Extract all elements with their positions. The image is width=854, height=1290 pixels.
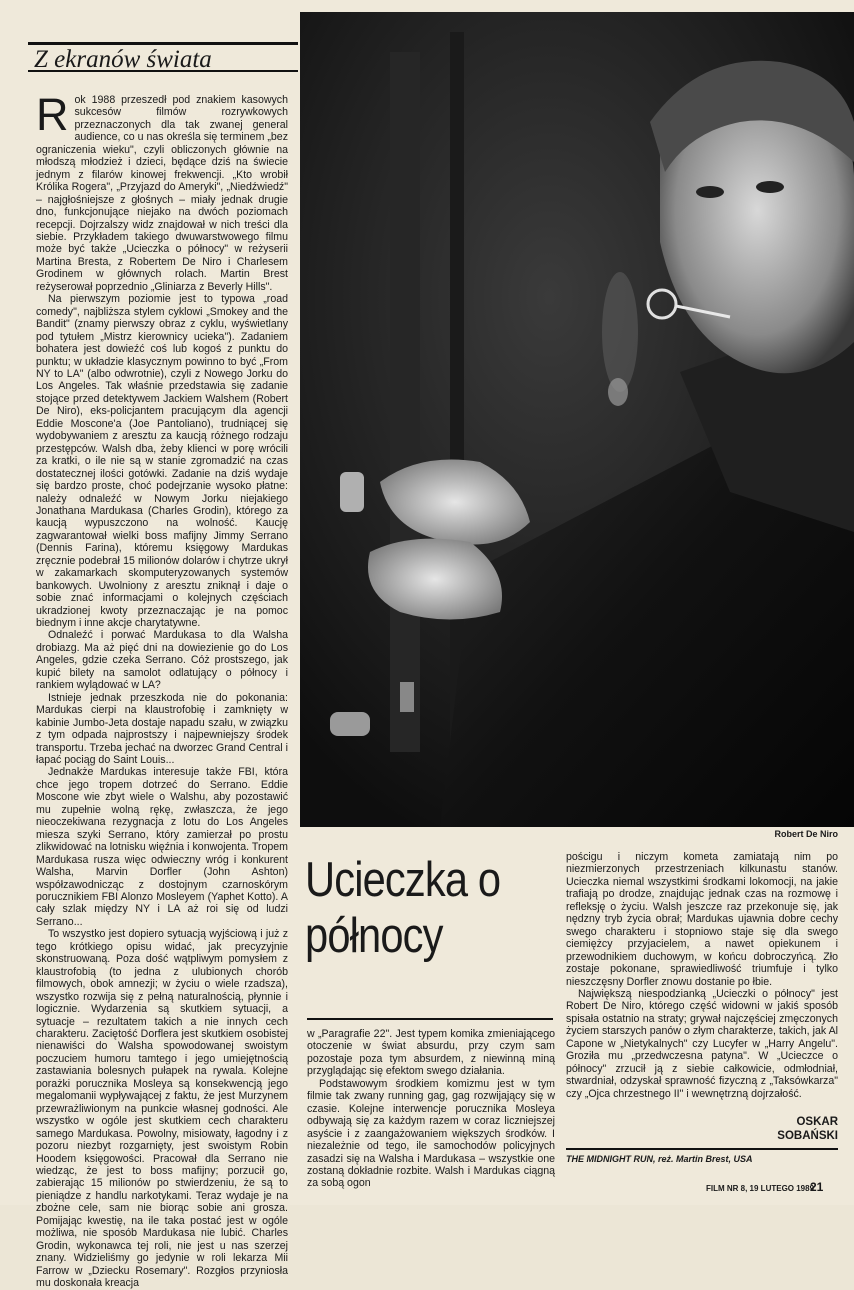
- middle-paragraph-2: Podstawowym środkiem komizmu jest w tym filmie tak zwany running gag, gag rozwijający się w czasie. Kolejne interwencje porucznika Mosleya odbywają się za każdym razem w coraz liczniejszej asyście i z zaangażowaniem większych środków. I niezależnie od tego, ile samochodów policyjnych zasadzi się na Walsha i Mardukasa – wszystkie one zostaną dokładnie rozbite. Walsh i Mardukas ciągną za sobą ogon: [307, 1077, 555, 1190]
- section-title: Z ekranów świata: [28, 42, 298, 72]
- headline: Ucieczka o północy: [305, 853, 501, 963]
- middle-column: [307, 1028, 555, 1190]
- credit-rule: [566, 1148, 838, 1150]
- photo-illustration: [300, 12, 854, 827]
- paragraph-3: Odnaleźć i porwać Mardukasa to dla Walsha drobiazg. Ma aż pięć dni na dowiezienie go do Los Angeles, gdzie czeka Serrano. Cóż prostszego, jak kupić bilety na samolot odlatujący o północy i rankiem wylądować w LA?: [36, 629, 288, 692]
- photo-caption: Robert De Niro: [774, 829, 838, 839]
- author-last-name: SOBAŃSKI: [777, 1130, 838, 1142]
- drop-cap: R: [36, 89, 69, 140]
- paragraph-2: Na pierwszym poziomie jest to typowa „road comedy", najbliższa stylem cyklowi „Smokey and the Bandit" (znamy pierwszy obraz z cyklu, wyświetlany pod tytułem „Mistrz kierownicy ucieka"). Zadaniem bohatera jest dowieźć coś lub kogoś z punktu do punktu; w układzie klasycznym powinno to być „From NY to LA" (albo odwrotnie), czyli z Nowego Jorku do Los Angeles. Tak właśnie przedstawia się zadanie stojące przed detektywem Jackiem Walshem (Robert De Niro), eks-policjantem pracującym dla agencji Eddie Moscone'a (Joe Pantoliano), trudniącej się wydobywaniem z aresztu za kaucją różnego rodzaju przestępców. Walsh dba, żeby klienci w porę wrócili za kratki, o ile nie są w stanie zgromadzić na czas dostatecznej ilości gotówki. Zadanie na dziś wydaje się bardzo proste, choć podejrzanie wysoko płatne: należy odnaleźć w Nowym Jorku niejakiego Jonathana Mardukasa (Charles Grodin), którego za kaucją wypuszczono na wolność. Kaucję zagwarantował wielki boss mafijny Jimmy Serrano (Dennis Farina), któremu księgowy Mardukas zręcznie podebrał 15 milionów dolarów i chytrze ukrył w zakamarkach skomputeryzowanych systemów bankowych. Uwolniony z aresztu zniknął i daje o sobie znać informacjami o kolejnych częściach ukradzionej kwoty przeznaczając je na pomoc biednym i inne akcje charytatywne.: [36, 293, 288, 630]
- film-credit: THE MIDNIGHT RUN, reż. Martin Brest, USA: [566, 1154, 753, 1164]
- right-column: [566, 851, 838, 1113]
- issue-footer: FILM NR 8, 19 LUTEGO 1989: [706, 1184, 815, 1193]
- paragraph-1: Rok 1988 przeszedł pod znakiem kasowych sukcesów filmów rozrywkowych przeznaczonych dla tak zwanej general audience, co u nas określa się terminem „bez ograniczenia wieku", czyli obliczonych głównie na młodszą młodzież i dzieci, będące dziś na świecie jednym z filarów kinowej frekwencji. „Kto wrobił Królika Rogera", „Przyjazd do Ameryki", „Niedźwiedź" – najgłośniejsze z głośnych – miały jednak drugie dno, funkcjonujące niejako na dwóch poziomach recepcji. Dojrzalszy widz znajdował w nich treści dla siebie. Przykładem takiego dwuwarstwowego filmu może być także „Ucieczka o północy" w reżyserii Martina Bresta, z Robertem De Niro i Charlesem Grodinem w głównych rolach. Martin Brest reżyserował poprzednio „Gliniarza z Beverly Hills".: [36, 89, 288, 293]
- middle-paragraph-1: w „Paragrafie 22". Jest typem komika zmieniającego otoczenie w świat absurdu, przy czym sam pozostaje poza tym absurdem, z niewinną miną przyglądając się efektom swego działania.: [307, 1028, 555, 1078]
- author-first-name: OSKAR: [796, 1116, 838, 1128]
- page-number: 21: [810, 1180, 824, 1194]
- left-column: [36, 89, 288, 1290]
- paragraph-6: To wszystko jest dopiero sytuacją wyjściową i już z tego krótkiego opisu widać, jak precyzyjnie skonstruowaną. Poza dość wątpliwym pomysłem z klaustrofobią (to jedna z ulubionych chorób filmowych, obok amnezji; w życiu o wiele rzadsza), wszystko rozwija się z pełną naturalnością, płynnie i logicznie. Wydarzenia są skutkiem sytuacji, a sytuacje – rezultatem takich a nie innych cech charakteru. Zaciętość Dorflera jest skutkiem osobistej nienawiści do Walsha spowodowanej swoistym poczuciem humoru tamtego i jego umiejętnością zastawiania bolesnych pułapek na rywala. Kolejne porażki porucznika Mosleya są konsekwencją jego megalomanii wypływającej z faktu, że jest Murzynem przewrażliwionym na punkcie własnej godności. Ale wszystko w ogóle jest skutkiem cech charakteru samego Mardukasa. Powolny, misiowaty, łagodny i z pozoru niezbyt rozgarnięty, jest swoistym Robin Hoodem księgowości. Pracował dla Serrano nie wiedząc, że jest to boss mafijny; porzucił go, zabierając 15 milionów po stwierdzeniu, że są to pieniądze z handlu narkotykami. Teraz wydaje je na zbożne cele, sam nie biorąc sobie ani grosza. Pomijając kwestię, na ile taka postać jest w ogóle możliwa, nie sposób Mardukasa nie lubić. Charles Grodin, wykonawca tej roli, nie jest u nas szerzej znany. Widzieliśmy go jedynie w roli lekarza Mii Farrow w „Dziecku Rosemary". Rozgłos przyniosła mu doskonała kreacja: [36, 928, 288, 1290]
- author-signature: [700, 1115, 838, 1143]
- paragraph-5: Jednakże Mardukas interesuje także FBI, która chce jego tropem dotrzeć do Serrano. Eddie Moscone wie zbyt wiele o Walshu, aby pozostawić mu zupełnie wolną rękę, zwłaszcza, że jego nieoczekiwana rezygnacja z lotu do Los Angeles miesza szyki Serrano, który zamierzał po prostu zlikwidować na lotnisku więźnia i konwojenta. Tropem Mardukasa rusza więc odwieczny wróg i konkurent Walsha, Marvin Dorfler (John Ashton) współzawodnicząc z dostojnym czarnoskórym porucznikiem FBI Alonzo Mosleyem (Yaphet Kotto). A cały szlak między NY i LA aż roi się od ludzi Serrano...: [36, 766, 288, 928]
- right-paragraph-1: pościgu i niczym kometa zamiatają nim po niezmierzonych przestrzeniach kilkunastu stanów. Ucieczka niemal wszystkimi środkami lokomocji, na jakie trafiają po drodze, znajdując jednak czas na rozmowę i refleksję o życiu. Walsh jeszcze raz przekonuje się, jak nędzny tryb życia obrał; Mardukas ujawnia dobre cechy swego charakteru i stopniowo staje się dla swego ciemiężcy przyjacielem, a nawet opiekunem i przewodnikiem duchowym, w końcu dobroczyńcą. Zło zostaje pokonane, sprawiedliwość triumfuje i tylko nieszczęsny Dorfler znowu dostanie po łbie.: [566, 851, 838, 988]
- paragraph-4: Istnieje jednak przeszkoda nie do pokonania: Mardukas cierpi na klaustrofobię i zamknięty w kabinie Jumbo-Jeta dostaje napadu szału, w związku z tym odpada najprostszy i najpewniejszy środek transportu. Trzeba jechać na dworzec Grand Central i łapać pociąg do Saint Louis...: [36, 691, 288, 767]
- headline-rule: [307, 1018, 553, 1020]
- right-paragraph-2: Największą niespodzianką „Ucieczki o północy" jest Robert De Niro, którego część widowni w jakiś sposób spisała ostatnio na straty; grywał najczęściej zmęczonych życiem starszych panów o złym charakterze, takich, jak Al Capone w „Nietykalnych" czy Lucyfer w „Harry Angelu". Groziła mu „przedwczesna patyna". W „Ucieczce o północy" zrzucił ją z siebie całkowicie, odmłodniał, stwardniał, odzyskał sprawność fizyczną z „Taksówkarza" czy „Ojca chrzestnego II" i wewnętrzną dojrzałość.: [566, 987, 838, 1100]
- photo-robert-de-niro: [300, 12, 854, 827]
